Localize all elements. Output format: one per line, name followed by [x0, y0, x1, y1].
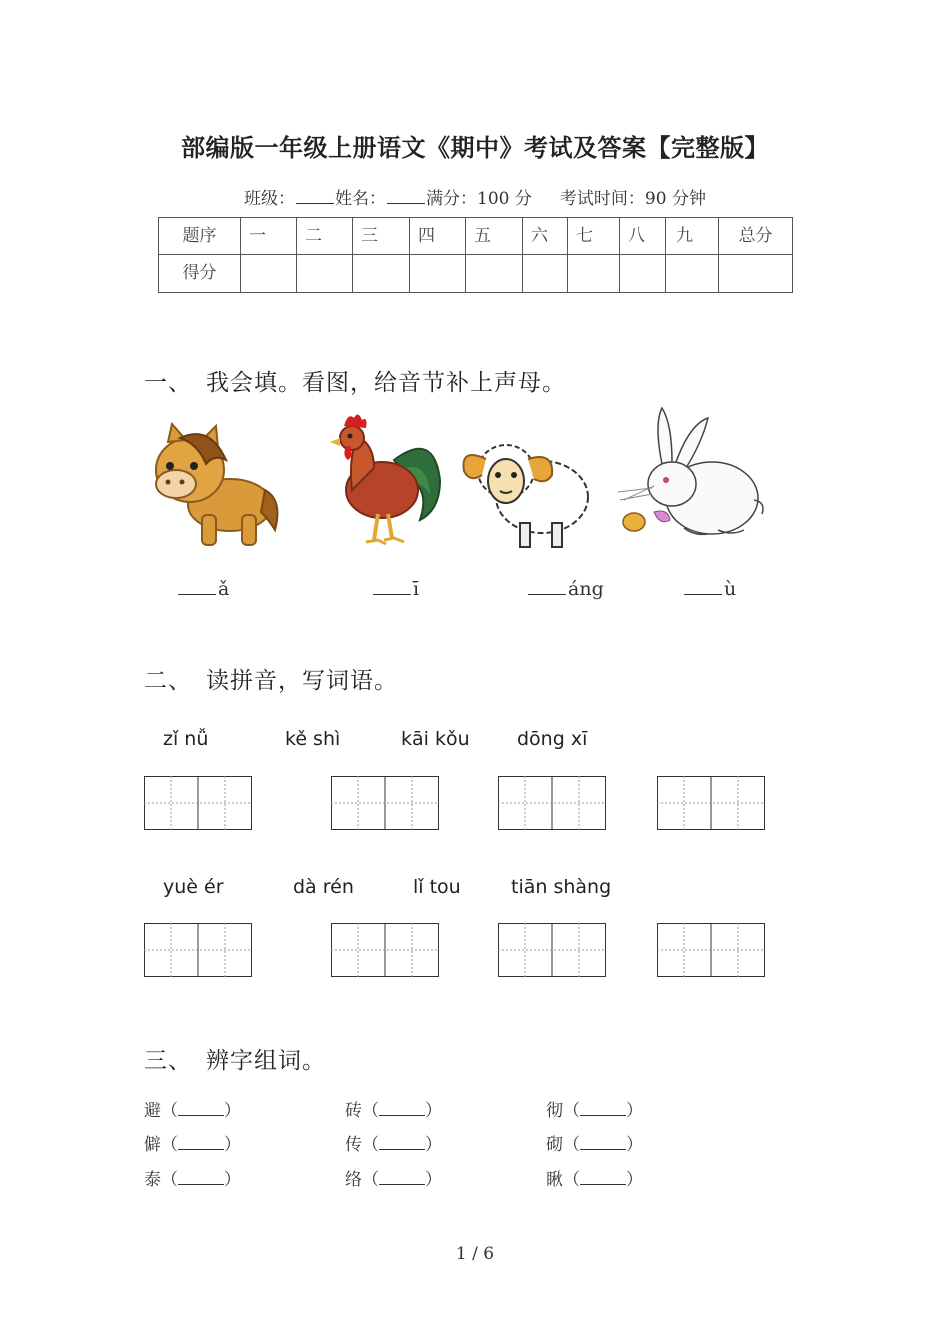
word-blank[interactable] [379, 1101, 425, 1116]
pinyin-word: kě shì [285, 728, 341, 750]
char: 瞅 [546, 1170, 563, 1190]
word-item[interactable]: 络（ ） [345, 1170, 442, 1190]
class-blank[interactable] [296, 189, 334, 204]
score-header-cell: 总分 [719, 218, 793, 255]
score-cell[interactable] [466, 255, 523, 293]
score-cell[interactable] [568, 255, 620, 293]
section-1-heading [144, 364, 566, 397]
word-blank[interactable] [580, 1170, 626, 1185]
writing-grid[interactable] [144, 923, 252, 977]
writing-grid[interactable] [657, 923, 765, 977]
pinyin-final: áng [568, 578, 604, 600]
answer-blank[interactable] [178, 578, 216, 595]
name-blank[interactable] [387, 189, 425, 204]
score-header-cell: 五 [466, 218, 523, 255]
pinyin-word: lǐ tou [413, 876, 461, 898]
char: 传 [345, 1135, 362, 1155]
char: 砖 [345, 1101, 362, 1121]
page-number: 1 / 6 [455, 1244, 495, 1264]
score-header-cell: 八 [620, 218, 666, 255]
section-3-text: 辨字组词。 [206, 1048, 326, 1074]
section-2-text: 读拼音，写词语。 [206, 668, 398, 694]
horse-image [150, 420, 285, 550]
score-header-cell: 七 [568, 218, 620, 255]
char: 泰 [144, 1170, 161, 1190]
score-header-cell: 六 [523, 218, 568, 255]
score-cell[interactable] [666, 255, 719, 293]
pinyin-final: ǎ [218, 578, 230, 600]
answer-rooster[interactable] [373, 578, 419, 600]
word-blank[interactable] [580, 1135, 626, 1150]
answer-blank[interactable] [684, 578, 722, 595]
rabbit-image [614, 404, 766, 544]
score-cell[interactable] [241, 255, 297, 293]
score-cell[interactable] [719, 255, 793, 293]
writing-grid[interactable] [498, 776, 606, 830]
answer-sheep[interactable] [528, 578, 604, 600]
section-1-text: 我会填。看图，给音节补上声母。 [206, 370, 566, 396]
pinyin-word: zǐ nǚ [163, 728, 209, 750]
word-blank[interactable] [178, 1101, 224, 1116]
pinyin-word: dà rén [293, 876, 354, 898]
full-score: 满分：100 分 [426, 189, 532, 209]
writing-grid[interactable] [498, 923, 606, 977]
word-item[interactable]: 砌（ ） [546, 1135, 643, 1155]
writing-grid[interactable] [331, 923, 439, 977]
word-item[interactable]: 传（ ） [345, 1135, 442, 1155]
score-cell[interactable] [297, 255, 353, 293]
exam-time: 考试时间：90 分钟 [559, 189, 706, 209]
score-cell[interactable] [523, 255, 568, 293]
char: 避 [144, 1101, 161, 1121]
word-item[interactable]: 彻（ ） [546, 1101, 643, 1121]
sheep-image [462, 425, 594, 553]
score-header-cell: 二 [297, 218, 353, 255]
char: 僻 [144, 1135, 161, 1155]
score-cell[interactable] [353, 255, 410, 293]
answer-horse[interactable] [178, 578, 229, 600]
page-title: 部编版一年级上册语文《期中》考试及答案【完整版】 [181, 133, 769, 162]
section-3-number: 三、 [144, 1048, 192, 1074]
writing-grid[interactable] [144, 776, 252, 830]
writing-grid[interactable] [331, 776, 439, 830]
score-header-cell: 四 [410, 218, 466, 255]
char: 络 [345, 1170, 362, 1190]
name-label: 姓名： [335, 189, 387, 209]
score-header-cell: 题序 [159, 218, 241, 255]
pinyin-word: kāi kǒu [401, 728, 470, 750]
section-1-number: 一、 [144, 370, 192, 396]
pinyin-final: ù [724, 578, 737, 600]
word-blank[interactable] [178, 1135, 224, 1150]
score-header-cell: 三 [353, 218, 410, 255]
exam-info [0, 184, 950, 209]
pinyin-word: yuè ér [163, 876, 224, 898]
score-cell[interactable] [410, 255, 466, 293]
char: 彻 [546, 1101, 563, 1121]
score-row-label: 得分 [159, 255, 241, 293]
answer-blank[interactable] [373, 578, 411, 595]
word-item[interactable]: 砖（ ） [345, 1101, 442, 1121]
score-cell[interactable] [620, 255, 666, 293]
pinyin-final: ī [413, 578, 420, 600]
word-item[interactable]: 泰（ ） [144, 1170, 241, 1190]
class-label: 班级： [244, 189, 296, 209]
word-blank[interactable] [379, 1135, 425, 1150]
answer-blank[interactable] [528, 578, 566, 595]
word-item[interactable]: 僻（ ） [144, 1135, 241, 1155]
score-header-cell: 一 [241, 218, 297, 255]
answer-rabbit[interactable] [684, 578, 736, 600]
rooster-image [322, 410, 444, 550]
word-blank[interactable] [178, 1170, 224, 1185]
pinyin-word: dōng xī [517, 728, 588, 750]
word-blank[interactable] [580, 1101, 626, 1116]
score-table [158, 217, 793, 293]
word-item[interactable]: 瞅（ ） [546, 1170, 643, 1190]
score-header-cell: 九 [666, 218, 719, 255]
section-2-heading [144, 662, 398, 695]
char: 砌 [546, 1135, 563, 1155]
pinyin-word: tiān shàng [511, 876, 612, 898]
section-3-heading [144, 1042, 326, 1075]
writing-grid[interactable] [657, 776, 765, 830]
section-2-number: 二、 [144, 668, 192, 694]
word-item[interactable]: 避（ ） [144, 1101, 241, 1121]
word-blank[interactable] [379, 1170, 425, 1185]
